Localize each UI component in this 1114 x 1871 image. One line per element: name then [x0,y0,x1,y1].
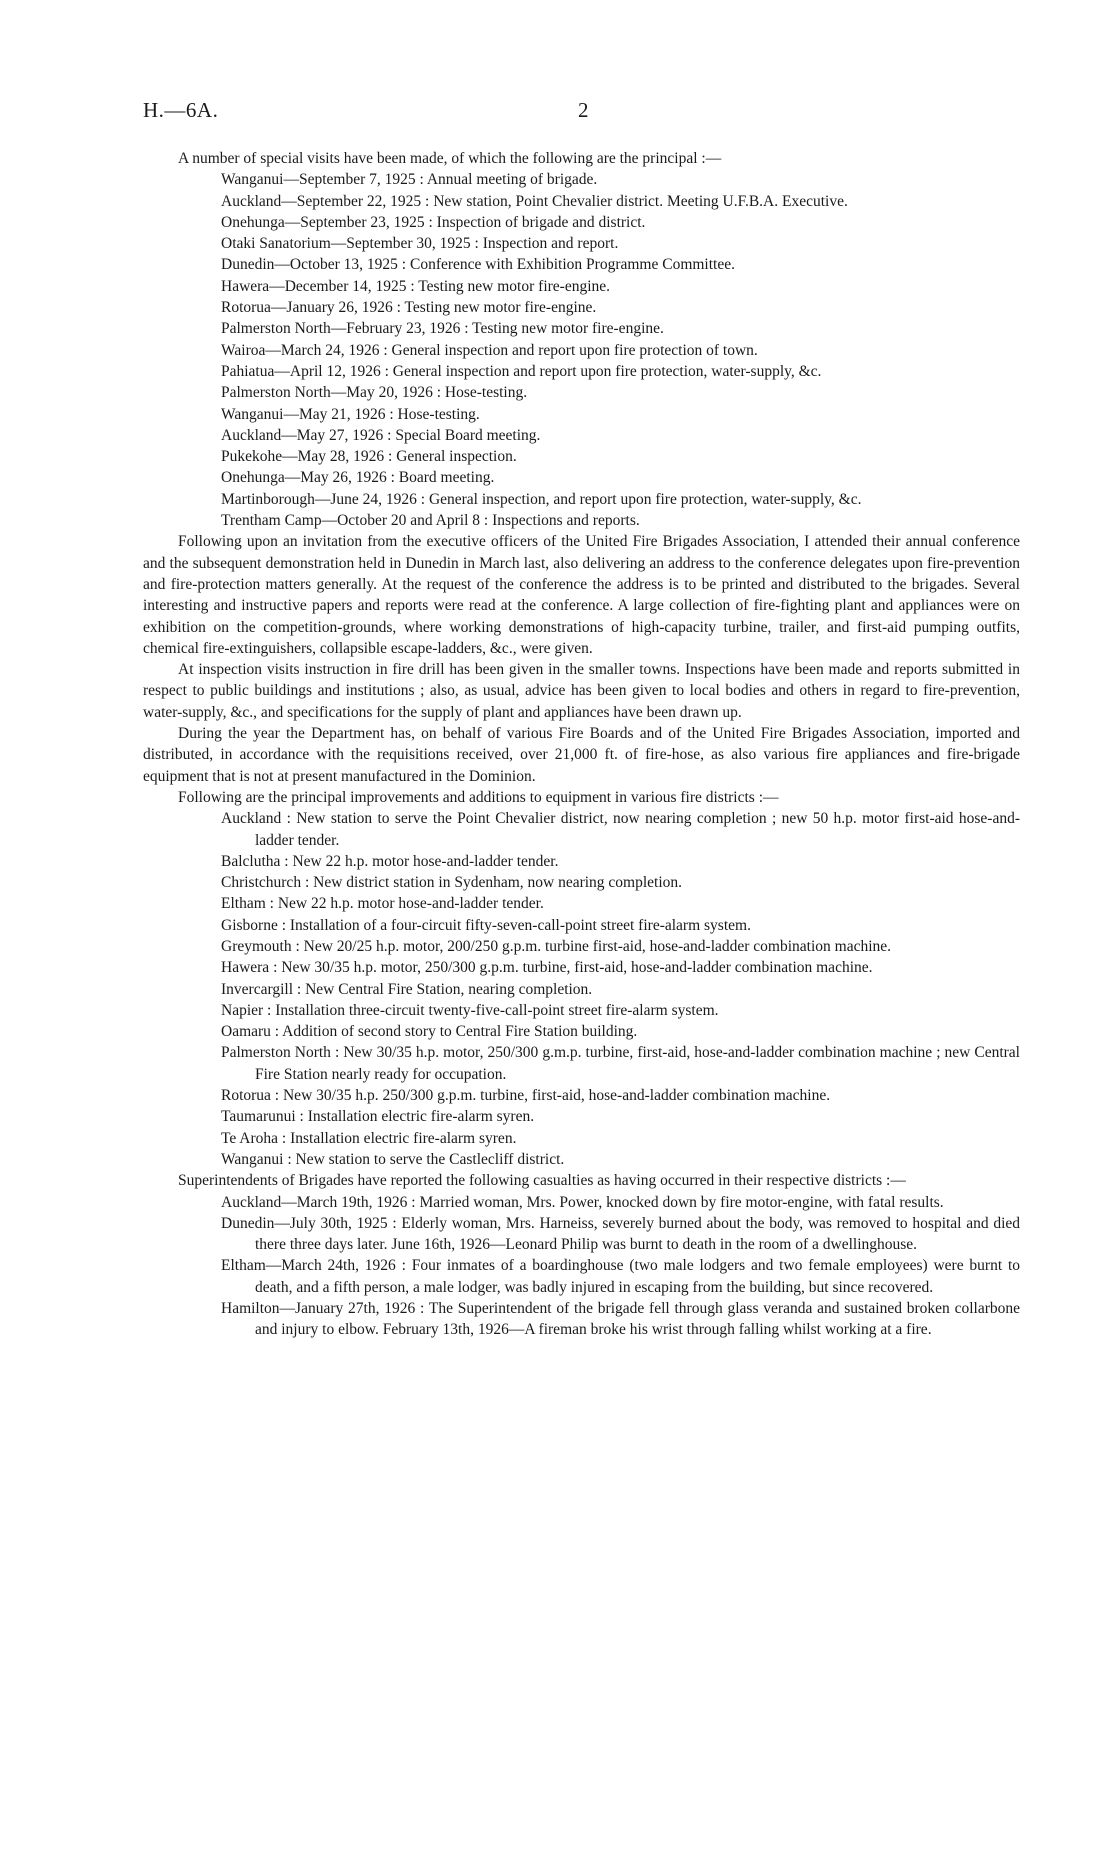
visit-entry: Wairoa—March 24, 1926 : General inspection and report upon fire protection of town. [221,341,758,359]
visit-entry: Auckland—May 27, 1926 : Special Board meeting. [221,426,541,444]
improvement-entry: Gisborne : Installation of a four-circuit fifty-seven-call-point street fire-alarm system. [221,916,751,934]
improvement-entry: Greymouth : New 20/25 h.p. motor, 200/250 g.p.m. turbine first-aid, hose-and-ladder combination machine. [221,937,892,955]
improvement-entry: Oamaru : Addition of second story to Central Fire Station building. [221,1023,638,1041]
casualty-entry: Auckland—March 19th, 1926 : Married woman, Mrs. Power, knocked down by fire motor-engine, with fatal results. [221,1193,944,1211]
paragraph-improvements: Following are the principal improvements and additions to equipment in various fire districts :— [178,788,779,806]
visit-entry: Hawera—December 14, 1925 : Testing new motor fire-engine. [221,277,611,295]
paper-reference: H.—6A. [143,98,219,122]
improvement-entry: Eltham : New 22 h.p. motor hose-and-ladder tender. [221,895,544,913]
visit-entry: Wanganui—May 21, 1926 : Hose-testing. [221,405,480,423]
improvement-entry: Rotorua : New 30/35 h.p. 250/300 g.p.m. turbine, first-aid, hose-and-ladder combination machine. [221,1087,831,1105]
visit-entry: Otaki Sanatorium—September 30, 1925 : Inspection and report. [221,235,619,253]
casualty-entry: Dunedin—July 30th, 1925 : Elderly woman, Mrs. Harneiss, severely burned about the body, was removed to hospital and died there three days later. June 16th, 1926—Leonard Philip was burnt to death in the room of a dwellinghouse. [221,1214,1020,1254]
improvement-entry: Invercargill : New Central Fire Station, nearing completion. [221,980,593,998]
visit-entry: Auckland—September 22, 1925 : New station, Point Chevalier district. Meeting U.F.B.A. Executive. [221,192,848,210]
improvement-entry: Te Aroha : Installation electric fire-alarm syren. [221,1129,517,1147]
improvement-entry: Christchurch : New district station in Sydenham, now nearing completion. [221,874,683,892]
improvement-entry: Auckland : New station to serve the Point Chevalier district, now nearing completion ; new 50 h.p. motor first-aid hose-and-ladder tender. [221,810,1020,849]
document-body [143,148,1020,1341]
improvement-entry: Napier : Installation three-circuit twenty-five-call-point street fire-alarm system. [221,1001,719,1019]
casualty-entry: Eltham—March 24th, 1926 : Four inmates of a boardinghouse (two male lodgers and two female employees) were burnt to death, and a fifth person, a male lodger, was badly injured in escaping from the building, but since recovered. [221,1257,1020,1296]
visit-entry: Palmerston North—May 20, 1926 : Hose-testing. [221,384,528,402]
visit-entry: Palmerston North—February 23, 1926 : Testing new motor fire-engine. [221,320,664,338]
visit-entry: Rotorua—January 26, 1926 : Testing new motor fire-engine. [221,299,597,317]
paragraph-special-visits: A number of special visits have been made, of which the following are the principal :— [178,150,722,167]
improvement-entry: Wanganui : New station to serve the Castlecliff district. [221,1150,565,1168]
visit-entry: Pukekohe—May 28, 1926 : General inspection. [221,448,517,466]
improvements-list [143,808,1020,1170]
visit-entry: Onehunga—September 23, 1925 : Inspection of brigade and district. [221,213,646,231]
paragraph-department-imports: During the year the Department has, on behalf of various Fire Boards and of the United Fire Brigades Association, imported and distributed, in accordance with the requisitions received, over 21,000 ft. of fire-hose, as also various fire appliances and fire-brigade equipment that is not at present manufactured in the Dominion. [143,725,1020,785]
paragraph-conference: Following upon an invitation from the executive officers of the United Fire Brigades Association, I attended their annual conference and the subsequent demonstration held in Dunedin in March last, also delivering an address to the conference delegates upon fire-prevention and fire-protection matters generally. At the request of the conference the address is to be printed and distributed to the brigades. Several interesting and instructive papers and reports were read at the conference. A large collection of fire-fighting plant and appliances were on exhibition on the competition-grounds, where working demonstrations of high-capacity turbine, trailer, and first-aid pumping outfits, chemical fire-extinguishers, collapsible escape-ladders, &c., were given. [143,533,1020,657]
casualty-entry: Hamilton—January 27th, 1926 : The Superintendent of the brigade fell through glass veranda and sustained broken collarbone and injury to elbow. February 13th, 1926—A fireman broke his wrist through falling whilst working at a fire. [221,1300,1020,1339]
casualties-list [143,1192,1020,1341]
improvement-entry: Hawera : New 30/35 h.p. motor, 250/300 g.p.m. turbine, first-aid, hose-and-ladder combination machine. [221,959,873,977]
paragraph-casualties: Superintendents of Brigades have reported the following casualties as having occurred in their respective districts :— [178,1172,906,1190]
visit-entry: Pahiatua—April 12, 1926 : General inspection and report upon fire protection, water-supply, &c. [221,362,822,380]
visit-entry: Martinborough—June 24, 1926 : General inspection, and report upon fire protection, water-supply, &c. [221,490,862,508]
visit-entry: Onehunga—May 26, 1926 : Board meeting. [221,469,495,487]
improvement-entry: Taumarunui : Installation electric fire-alarm syren. [221,1108,535,1126]
special-visits-list [143,169,1020,531]
page-number: 2 [578,98,589,122]
visit-entry: Trentham Camp—October 20 and April 8 : Inspections and reports. [221,512,640,530]
visit-entry: Dunedin—October 13, 1925 : Conference with Exhibition Programme Committee. [221,256,735,274]
paragraph-inspection-visits: At inspection visits instruction in fire drill has been given in the smaller towns. Inspections have been made and reports submitted in respect to public buildings and institutions ; also, as usual, advice has been given to local bodies and others in regard to fire-prevention, water-supply, &c., and specifications for the supply of plant and appliances have been drawn up. [143,661,1020,721]
improvement-entry: Balclutha : New 22 h.p. motor hose-and-ladder tender. [221,852,559,870]
improvement-entry: Palmerston North : New 30/35 h.p. motor, 250/300 g.m.p. turbine, first-aid, hose-and-ladder combination machine ; new Central Fire Station nearly ready for occupation. [221,1044,1020,1083]
visit-entry: Wanganui—September 7, 1925 : Annual meeting of brigade. [221,171,598,189]
